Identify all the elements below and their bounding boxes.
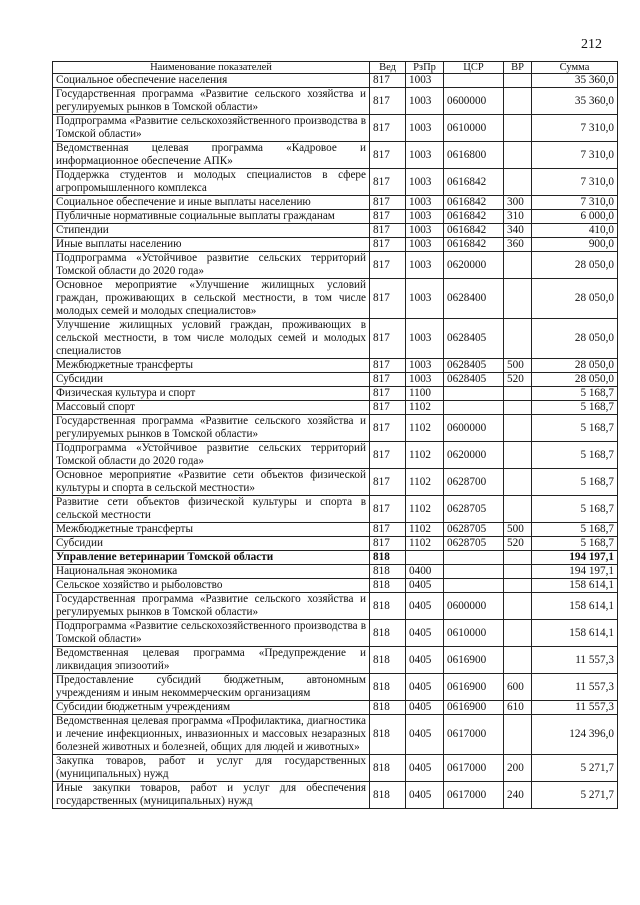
rzpr-code: 0405 [406, 620, 444, 647]
table-row [53, 319, 618, 359]
amount: 7 310,0 [532, 196, 618, 210]
csr-code: 0600000 [444, 593, 504, 620]
rzpr-code: 1003 [406, 319, 444, 359]
ved-code: 817 [370, 238, 406, 252]
vr-code [504, 647, 532, 674]
rzpr-code: 0405 [406, 715, 444, 755]
indicator-name: Межбюджетные трансферты [53, 359, 370, 373]
csr-code: 0616900 [444, 674, 504, 701]
vr-code: 340 [504, 224, 532, 238]
ved-code: 818 [370, 674, 406, 701]
rzpr-code: 1003 [406, 279, 444, 319]
vr-code [504, 115, 532, 142]
table-row [53, 496, 618, 523]
csr-code [444, 551, 504, 565]
table-row [53, 115, 618, 142]
csr-code: 0616800 [444, 142, 504, 169]
table-row [53, 387, 618, 401]
ved-code: 818 [370, 551, 406, 565]
rzpr-code: 1102 [406, 442, 444, 469]
csr-code: 0617000 [444, 782, 504, 809]
indicator-name: Национальная экономика [53, 565, 370, 579]
ved-code: 817 [370, 224, 406, 238]
indicator-name: Ведомственная целевая программа «Профилактика, диагностика и лечение инфекционных, инвазионных и массовых незаразных болезней животных и болезней, общих для людей и животных» [53, 715, 370, 755]
amount: 194 197,1 [532, 565, 618, 579]
table-row [53, 674, 618, 701]
csr-code: 0628705 [444, 496, 504, 523]
csr-code: 0600000 [444, 88, 504, 115]
table-row [53, 579, 618, 593]
table-row [53, 715, 618, 755]
amount: 11 557,3 [532, 701, 618, 715]
table-row [53, 142, 618, 169]
ved-code: 817 [370, 415, 406, 442]
indicator-name: Подпрограмма «Устойчивое развитие сельских территорий Томской области до 2020 года» [53, 252, 370, 279]
ved-code: 817 [370, 387, 406, 401]
csr-code: 0610000 [444, 115, 504, 142]
ved-code: 817 [370, 537, 406, 551]
ved-code: 817 [370, 252, 406, 279]
amount: 35 360,0 [532, 88, 618, 115]
rzpr-code: 0405 [406, 647, 444, 674]
rzpr-code: 1003 [406, 142, 444, 169]
vr-code [504, 565, 532, 579]
amount: 410,0 [532, 224, 618, 238]
table-row [53, 359, 618, 373]
amount: 28 050,0 [532, 373, 618, 387]
rzpr-code: 1003 [406, 169, 444, 196]
ved-code: 817 [370, 74, 406, 88]
indicator-name: Подпрограмма «Развитие сельскохозяйственного производства в Томской области» [53, 620, 370, 647]
amount: 194 197,1 [532, 551, 618, 565]
indicator-name: Субсидии бюджетным учреждениям [53, 701, 370, 715]
header-csr: ЦСР [444, 62, 504, 74]
vr-code [504, 620, 532, 647]
table-body [53, 74, 618, 809]
csr-code: 0610000 [444, 620, 504, 647]
ved-code: 817 [370, 115, 406, 142]
ved-code: 818 [370, 715, 406, 755]
indicator-name: Массовый спорт [53, 401, 370, 415]
indicator-name: Социальное обеспечение и иные выплаты населению [53, 196, 370, 210]
rzpr-code: 1003 [406, 88, 444, 115]
table-row [53, 593, 618, 620]
vr-code [504, 401, 532, 415]
rzpr-code: 0405 [406, 674, 444, 701]
vr-code: 610 [504, 701, 532, 715]
table-row [53, 238, 618, 252]
table-row [53, 537, 618, 551]
vr-code [504, 442, 532, 469]
indicator-name: Социальное обеспечение населения [53, 74, 370, 88]
ved-code: 817 [370, 196, 406, 210]
vr-code [504, 579, 532, 593]
csr-code [444, 565, 504, 579]
csr-code [444, 579, 504, 593]
indicator-name: Развитие сети объектов физической культуры и спорта в сельской местности [53, 496, 370, 523]
vr-code [504, 715, 532, 755]
ved-code: 818 [370, 755, 406, 782]
rzpr-code: 0405 [406, 593, 444, 620]
indicator-name: Государственная программа «Развитие сельского хозяйства и регулируемых рынков в Томской области» [53, 415, 370, 442]
csr-code: 0620000 [444, 442, 504, 469]
amount: 5 168,7 [532, 401, 618, 415]
ved-code: 818 [370, 593, 406, 620]
ved-code: 817 [370, 401, 406, 415]
vr-code [504, 142, 532, 169]
csr-code: 0600000 [444, 415, 504, 442]
amount: 5 168,7 [532, 496, 618, 523]
ved-code: 817 [370, 319, 406, 359]
table-row [53, 88, 618, 115]
csr-code: 0628405 [444, 319, 504, 359]
table-row [53, 782, 618, 809]
csr-code: 0628705 [444, 537, 504, 551]
amount: 5 168,7 [532, 387, 618, 401]
indicator-name: Физическая культура и спорт [53, 387, 370, 401]
budget-table [52, 61, 618, 809]
amount: 5 168,7 [532, 523, 618, 537]
csr-code: 0628400 [444, 279, 504, 319]
amount: 7 310,0 [532, 115, 618, 142]
rzpr-code: 1003 [406, 238, 444, 252]
ved-code: 817 [370, 442, 406, 469]
amount: 158 614,1 [532, 620, 618, 647]
ved-code: 817 [370, 169, 406, 196]
csr-code: 0616900 [444, 701, 504, 715]
vr-code: 200 [504, 755, 532, 782]
indicator-name: Закупка товаров, работ и услуг для государственных (муниципальных) нужд [53, 755, 370, 782]
vr-code: 520 [504, 537, 532, 551]
csr-code [444, 401, 504, 415]
indicator-name: Государственная программа «Развитие сельского хозяйства и регулируемых рынков в Томской области» [53, 88, 370, 115]
ved-code: 818 [370, 782, 406, 809]
header-rzpr: РзПр [406, 62, 444, 74]
table-row [53, 523, 618, 537]
rzpr-code: 1003 [406, 74, 444, 88]
rzpr-code: 1102 [406, 469, 444, 496]
ved-code: 817 [370, 88, 406, 115]
rzpr-code: 0405 [406, 701, 444, 715]
ved-code: 817 [370, 373, 406, 387]
table-row [53, 647, 618, 674]
table-row [53, 210, 618, 224]
ved-code: 818 [370, 647, 406, 674]
rzpr-code: 1003 [406, 115, 444, 142]
ved-code: 817 [370, 469, 406, 496]
rzpr-code: 1003 [406, 252, 444, 279]
vr-code [504, 319, 532, 359]
vr-code [504, 279, 532, 319]
rzpr-code [406, 551, 444, 565]
amount: 5 271,7 [532, 755, 618, 782]
rzpr-code: 1003 [406, 373, 444, 387]
rzpr-code: 0405 [406, 782, 444, 809]
amount: 124 396,0 [532, 715, 618, 755]
vr-code: 310 [504, 210, 532, 224]
amount: 11 557,3 [532, 647, 618, 674]
rzpr-code: 1003 [406, 224, 444, 238]
indicator-name: Субсидии [53, 537, 370, 551]
rzpr-code: 1100 [406, 387, 444, 401]
vr-code: 300 [504, 196, 532, 210]
table-row [53, 401, 618, 415]
amount: 158 614,1 [532, 579, 618, 593]
table-header-row [53, 62, 618, 74]
rzpr-code: 1003 [406, 359, 444, 373]
vr-code [504, 496, 532, 523]
indicator-name: Основное мероприятие «Развитие сети объектов физической культуры и спорта в сельской местности» [53, 469, 370, 496]
ved-code: 818 [370, 620, 406, 647]
csr-code [444, 74, 504, 88]
vr-code: 360 [504, 238, 532, 252]
indicator-name: Подпрограмма «Развитие сельскохозяйственного производства в Томской области» [53, 115, 370, 142]
amount: 28 050,0 [532, 279, 618, 319]
page-number: 212 [581, 37, 602, 52]
table-row [53, 469, 618, 496]
amount: 5 168,7 [532, 469, 618, 496]
indicator-name: Ведомственная целевая программа «Предупреждение и ликвидация эпизоотий» [53, 647, 370, 674]
csr-code [444, 387, 504, 401]
indicator-name: Основное мероприятие «Улучшение жилищных условий граждан, проживающих в сельской местности, в том числе молодых семей и молодых специалистов» [53, 279, 370, 319]
amount: 5 168,7 [532, 537, 618, 551]
ved-code: 818 [370, 565, 406, 579]
csr-code: 0616842 [444, 210, 504, 224]
ved-code: 817 [370, 359, 406, 373]
indicator-name: Государственная программа «Развитие сельского хозяйства и регулируемых рынков в Томской области» [53, 593, 370, 620]
amount: 7 310,0 [532, 169, 618, 196]
indicator-name: Улучшение жилищных условий граждан, проживающих в сельской местности, в том числе молодых семей и молодых специалистов [53, 319, 370, 359]
table-row [53, 74, 618, 88]
vr-code: 500 [504, 359, 532, 373]
table-row [53, 565, 618, 579]
indicator-name: Межбюджетные трансферты [53, 523, 370, 537]
csr-code: 0620000 [444, 252, 504, 279]
csr-code: 0628405 [444, 373, 504, 387]
amount: 5 168,7 [532, 442, 618, 469]
table-row [53, 224, 618, 238]
csr-code: 0628705 [444, 523, 504, 537]
indicator-name: Иные закупки товаров, работ и услуг для обеспечения государственных (муниципальных) нужд [53, 782, 370, 809]
csr-code: 0617000 [444, 755, 504, 782]
header-name: Наименование показателей [53, 62, 370, 74]
csr-code: 0616900 [444, 647, 504, 674]
amount: 5 168,7 [532, 415, 618, 442]
rzpr-code: 0400 [406, 565, 444, 579]
table-row [53, 620, 618, 647]
indicator-name: Стипендии [53, 224, 370, 238]
amount: 158 614,1 [532, 593, 618, 620]
table-row [53, 252, 618, 279]
header-vr: ВР [504, 62, 532, 74]
amount: 7 310,0 [532, 142, 618, 169]
rzpr-code: 0405 [406, 755, 444, 782]
vr-code [504, 387, 532, 401]
indicator-name: Иные выплаты населению [53, 238, 370, 252]
rzpr-code: 1102 [406, 415, 444, 442]
rzpr-code: 1102 [406, 496, 444, 523]
indicator-name: Предоставление субсидий бюджетным, автономным учреждениям и иным некоммерческим организациям [53, 674, 370, 701]
rzpr-code: 1102 [406, 537, 444, 551]
header-ved: Вед [370, 62, 406, 74]
indicator-name: Управление ветеринарии Томской области [53, 551, 370, 565]
rzpr-code: 1003 [406, 210, 444, 224]
table-row [53, 279, 618, 319]
indicator-name: Поддержка студентов и молодых специалистов в сфере агропромышленного комплекса [53, 169, 370, 196]
ved-code: 817 [370, 523, 406, 537]
amount: 28 050,0 [532, 252, 618, 279]
vr-code [504, 252, 532, 279]
amount: 28 050,0 [532, 359, 618, 373]
table-row [53, 442, 618, 469]
vr-code: 500 [504, 523, 532, 537]
header-sum: Сумма [532, 62, 618, 74]
vr-code [504, 169, 532, 196]
ved-code: 818 [370, 579, 406, 593]
table-row [53, 755, 618, 782]
amount: 11 557,3 [532, 674, 618, 701]
table-row [53, 373, 618, 387]
table-row [53, 415, 618, 442]
vr-code [504, 551, 532, 565]
ved-code: 817 [370, 142, 406, 169]
table-row [53, 701, 618, 715]
vr-code: 600 [504, 674, 532, 701]
ved-code: 817 [370, 496, 406, 523]
indicator-name: Подпрограмма «Устойчивое развитие сельских территорий Томской области до 2020 года» [53, 442, 370, 469]
vr-code [504, 469, 532, 496]
table-row [53, 169, 618, 196]
amount: 6 000,0 [532, 210, 618, 224]
ved-code: 818 [370, 701, 406, 715]
amount: 35 360,0 [532, 74, 618, 88]
indicator-name: Сельское хозяйство и рыболовство [53, 579, 370, 593]
table-row [53, 196, 618, 210]
csr-code: 0616842 [444, 238, 504, 252]
rzpr-code: 1102 [406, 401, 444, 415]
indicator-name: Субсидии [53, 373, 370, 387]
csr-code: 0628405 [444, 359, 504, 373]
vr-code [504, 415, 532, 442]
indicator-name: Публичные нормативные социальные выплаты гражданам [53, 210, 370, 224]
table-row [53, 551, 618, 565]
csr-code: 0617000 [444, 715, 504, 755]
amount: 5 271,7 [532, 782, 618, 809]
vr-code [504, 593, 532, 620]
csr-code: 0616842 [444, 224, 504, 238]
rzpr-code: 0405 [406, 579, 444, 593]
vr-code: 520 [504, 373, 532, 387]
csr-code: 0616842 [444, 196, 504, 210]
vr-code: 240 [504, 782, 532, 809]
vr-code [504, 88, 532, 115]
amount: 900,0 [532, 238, 618, 252]
ved-code: 817 [370, 279, 406, 319]
csr-code: 0628700 [444, 469, 504, 496]
amount: 28 050,0 [532, 319, 618, 359]
ved-code: 817 [370, 210, 406, 224]
indicator-name: Ведомственная целевая программа «Кадровое и информационное обеспечение АПК» [53, 142, 370, 169]
rzpr-code: 1102 [406, 523, 444, 537]
rzpr-code: 1003 [406, 196, 444, 210]
vr-code [504, 74, 532, 88]
csr-code: 0616842 [444, 169, 504, 196]
